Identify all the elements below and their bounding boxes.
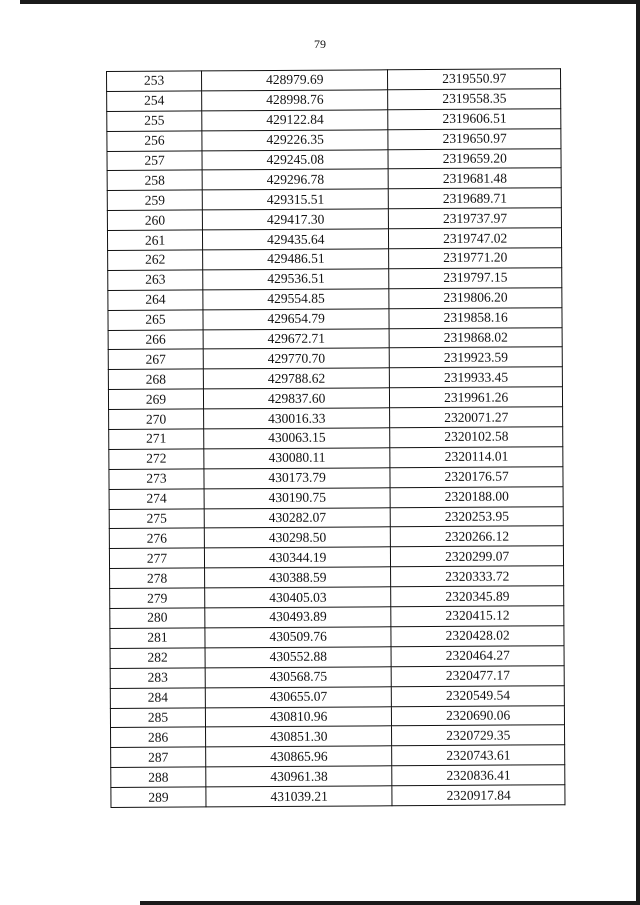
x-coordinate-cell: 430655.07	[205, 686, 391, 707]
point-number-cell: 277	[109, 548, 204, 568]
table-row	[109, 526, 563, 549]
x-coordinate-cell: 431039.21	[206, 786, 392, 807]
x-coordinate-cell: 430493.89	[205, 607, 391, 628]
point-number-cell: 254	[107, 91, 202, 111]
table-row	[109, 467, 563, 490]
table-row	[109, 486, 563, 509]
point-number-cell: 278	[110, 568, 205, 588]
x-coordinate-cell: 430063.15	[204, 428, 390, 449]
table-row	[110, 685, 564, 708]
y-coordinate-cell: 2320415.12	[391, 606, 564, 627]
x-coordinate-cell: 430851.30	[206, 726, 392, 747]
y-coordinate-cell: 2320299.07	[391, 546, 564, 567]
x-coordinate-cell: 429770.70	[203, 348, 389, 369]
table-row	[107, 168, 561, 191]
point-number-cell: 257	[107, 150, 202, 170]
y-coordinate-cell: 2319737.97	[389, 208, 562, 229]
x-coordinate-cell: 430388.59	[205, 567, 391, 588]
y-coordinate-cell: 2319868.02	[389, 327, 562, 348]
point-number-cell: 270	[109, 409, 204, 429]
table-row	[109, 506, 563, 529]
coordinate-table	[106, 68, 565, 808]
x-coordinate-cell: 429554.85	[203, 289, 389, 310]
x-coordinate-cell: 430509.76	[205, 627, 391, 648]
point-number-cell: 253	[107, 71, 202, 91]
table-row	[107, 69, 561, 92]
x-coordinate-cell: 429226.35	[202, 129, 388, 150]
x-coordinate-cell: 430568.75	[205, 666, 391, 687]
scan-edge-bottom	[140, 901, 640, 905]
y-coordinate-cell: 2319771.20	[389, 248, 562, 269]
x-coordinate-cell: 429315.51	[202, 189, 388, 210]
x-coordinate-cell: 430190.75	[204, 487, 390, 508]
table-row	[111, 745, 565, 768]
x-coordinate-cell: 429672.71	[203, 328, 389, 349]
y-coordinate-cell: 2319797.15	[389, 268, 562, 289]
table-row	[109, 546, 563, 569]
point-number-cell: 265	[108, 310, 203, 330]
x-coordinate-cell: 429245.08	[202, 149, 388, 170]
x-coordinate-cell: 430080.11	[204, 448, 390, 469]
table-row	[110, 705, 564, 728]
point-number-cell: 288	[111, 767, 206, 787]
point-number-cell: 281	[110, 628, 205, 648]
table-row	[111, 785, 565, 808]
point-number-cell: 287	[111, 747, 206, 767]
x-coordinate-cell: 429122.84	[202, 110, 388, 131]
y-coordinate-cell: 2319806.20	[389, 288, 562, 309]
y-coordinate-cell: 2320114.01	[390, 447, 563, 468]
y-coordinate-cell: 2320729.35	[392, 725, 565, 746]
point-number-cell: 283	[110, 668, 205, 688]
y-coordinate-cell: 2320266.12	[391, 526, 564, 547]
x-coordinate-cell: 430405.03	[205, 587, 391, 608]
y-coordinate-cell: 2320743.61	[392, 745, 565, 766]
coordinate-table-body	[107, 69, 565, 808]
table-row	[110, 665, 564, 688]
table-row	[109, 407, 563, 430]
point-number-cell: 284	[110, 688, 205, 708]
x-coordinate-cell: 430173.79	[204, 468, 390, 489]
table-row	[108, 347, 562, 370]
x-coordinate-cell: 430810.96	[205, 706, 391, 727]
x-coordinate-cell: 430865.96	[206, 746, 392, 767]
y-coordinate-cell: 2320836.41	[392, 765, 565, 786]
y-coordinate-cell: 2320428.02	[391, 626, 564, 647]
page-number: 79	[314, 37, 326, 51]
y-coordinate-cell: 2320477.17	[392, 665, 565, 686]
point-number-cell: 260	[107, 210, 202, 230]
table-row	[110, 586, 564, 609]
y-coordinate-cell: 2320345.89	[391, 586, 564, 607]
table-row	[110, 646, 564, 669]
y-coordinate-cell: 2320253.95	[391, 506, 564, 527]
table-row	[109, 427, 563, 450]
point-number-cell: 273	[109, 469, 204, 489]
point-number-cell: 264	[108, 290, 203, 310]
y-coordinate-cell: 2320333.72	[391, 566, 564, 587]
point-number-cell: 255	[107, 111, 202, 131]
y-coordinate-cell: 2320690.06	[392, 705, 565, 726]
point-number-cell: 289	[111, 787, 206, 807]
table-row	[110, 626, 564, 649]
table-row	[108, 367, 562, 390]
y-coordinate-cell: 2320549.54	[392, 685, 565, 706]
x-coordinate-cell: 430344.19	[204, 547, 390, 568]
x-coordinate-cell: 430961.38	[206, 766, 392, 787]
x-coordinate-cell: 428979.69	[202, 70, 388, 91]
point-number-cell: 263	[108, 270, 203, 290]
x-coordinate-cell: 430282.07	[204, 507, 390, 528]
y-coordinate-cell: 2319659.20	[388, 148, 561, 169]
table-row	[108, 327, 562, 350]
y-coordinate-cell: 2320176.57	[390, 467, 563, 488]
point-number-cell: 276	[109, 528, 204, 548]
scan-edge-right	[636, 0, 640, 905]
point-number-cell: 268	[108, 369, 203, 389]
point-number-cell: 274	[109, 489, 204, 509]
table-row	[107, 89, 561, 112]
y-coordinate-cell: 2319689.71	[389, 188, 562, 209]
x-coordinate-cell: 429788.62	[203, 368, 389, 389]
y-coordinate-cell: 2319858.16	[389, 307, 562, 328]
point-number-cell: 266	[108, 329, 203, 349]
x-coordinate-cell: 429417.30	[202, 209, 388, 230]
table-row	[110, 606, 564, 629]
x-coordinate-cell: 429654.79	[203, 308, 389, 329]
point-number-cell: 258	[107, 170, 202, 190]
table-row	[107, 128, 561, 151]
table-row	[107, 109, 561, 132]
point-number-cell: 279	[110, 588, 205, 608]
point-number-cell: 256	[107, 131, 202, 151]
y-coordinate-cell: 2319933.45	[390, 367, 563, 388]
y-coordinate-cell: 2319681.48	[388, 168, 561, 189]
point-number-cell: 280	[110, 608, 205, 628]
table-row	[111, 765, 565, 788]
table-row	[108, 248, 562, 271]
point-number-cell: 285	[110, 707, 205, 727]
y-coordinate-cell: 2320071.27	[390, 407, 563, 428]
point-number-cell: 267	[108, 349, 203, 369]
x-coordinate-cell: 429296.78	[202, 169, 388, 190]
x-coordinate-cell: 430298.50	[204, 527, 390, 548]
point-number-cell: 261	[107, 230, 202, 250]
table-row	[111, 725, 565, 748]
table-row	[107, 228, 561, 251]
coordinate-table-wrapper	[106, 68, 565, 808]
point-number-cell: 259	[107, 190, 202, 210]
y-coordinate-cell: 2319550.97	[388, 69, 561, 90]
y-coordinate-cell: 2320917.84	[392, 785, 565, 806]
point-number-cell: 262	[108, 250, 203, 270]
table-row	[108, 387, 562, 410]
table-row	[107, 208, 561, 231]
y-coordinate-cell: 2319606.51	[388, 109, 561, 130]
table-row	[109, 447, 563, 470]
point-number-cell: 286	[111, 727, 206, 747]
point-number-cell: 282	[110, 648, 205, 668]
y-coordinate-cell: 2319558.35	[388, 89, 561, 110]
table-row	[108, 288, 562, 311]
table-row	[107, 148, 561, 171]
y-coordinate-cell: 2320188.00	[390, 486, 563, 507]
x-coordinate-cell: 430016.33	[204, 408, 390, 429]
y-coordinate-cell: 2320102.58	[390, 427, 563, 448]
y-coordinate-cell: 2319961.26	[390, 387, 563, 408]
x-coordinate-cell: 428998.76	[202, 90, 388, 111]
x-coordinate-cell: 429435.64	[203, 229, 389, 250]
table-row	[110, 566, 564, 589]
x-coordinate-cell: 430552.88	[205, 647, 391, 668]
x-coordinate-cell: 429536.51	[203, 269, 389, 290]
point-number-cell: 269	[108, 389, 203, 409]
point-number-cell: 272	[109, 449, 204, 469]
scan-edge-top	[20, 0, 640, 4]
table-row	[107, 188, 561, 211]
y-coordinate-cell: 2320464.27	[391, 646, 564, 667]
table-row	[108, 307, 562, 330]
point-number-cell: 275	[109, 509, 204, 529]
y-coordinate-cell: 2319747.02	[389, 228, 562, 249]
table-row	[108, 268, 562, 291]
y-coordinate-cell: 2319650.97	[388, 128, 561, 149]
y-coordinate-cell: 2319923.59	[390, 347, 563, 368]
x-coordinate-cell: 429486.51	[203, 249, 389, 270]
x-coordinate-cell: 429837.60	[203, 388, 389, 409]
point-number-cell: 271	[109, 429, 204, 449]
